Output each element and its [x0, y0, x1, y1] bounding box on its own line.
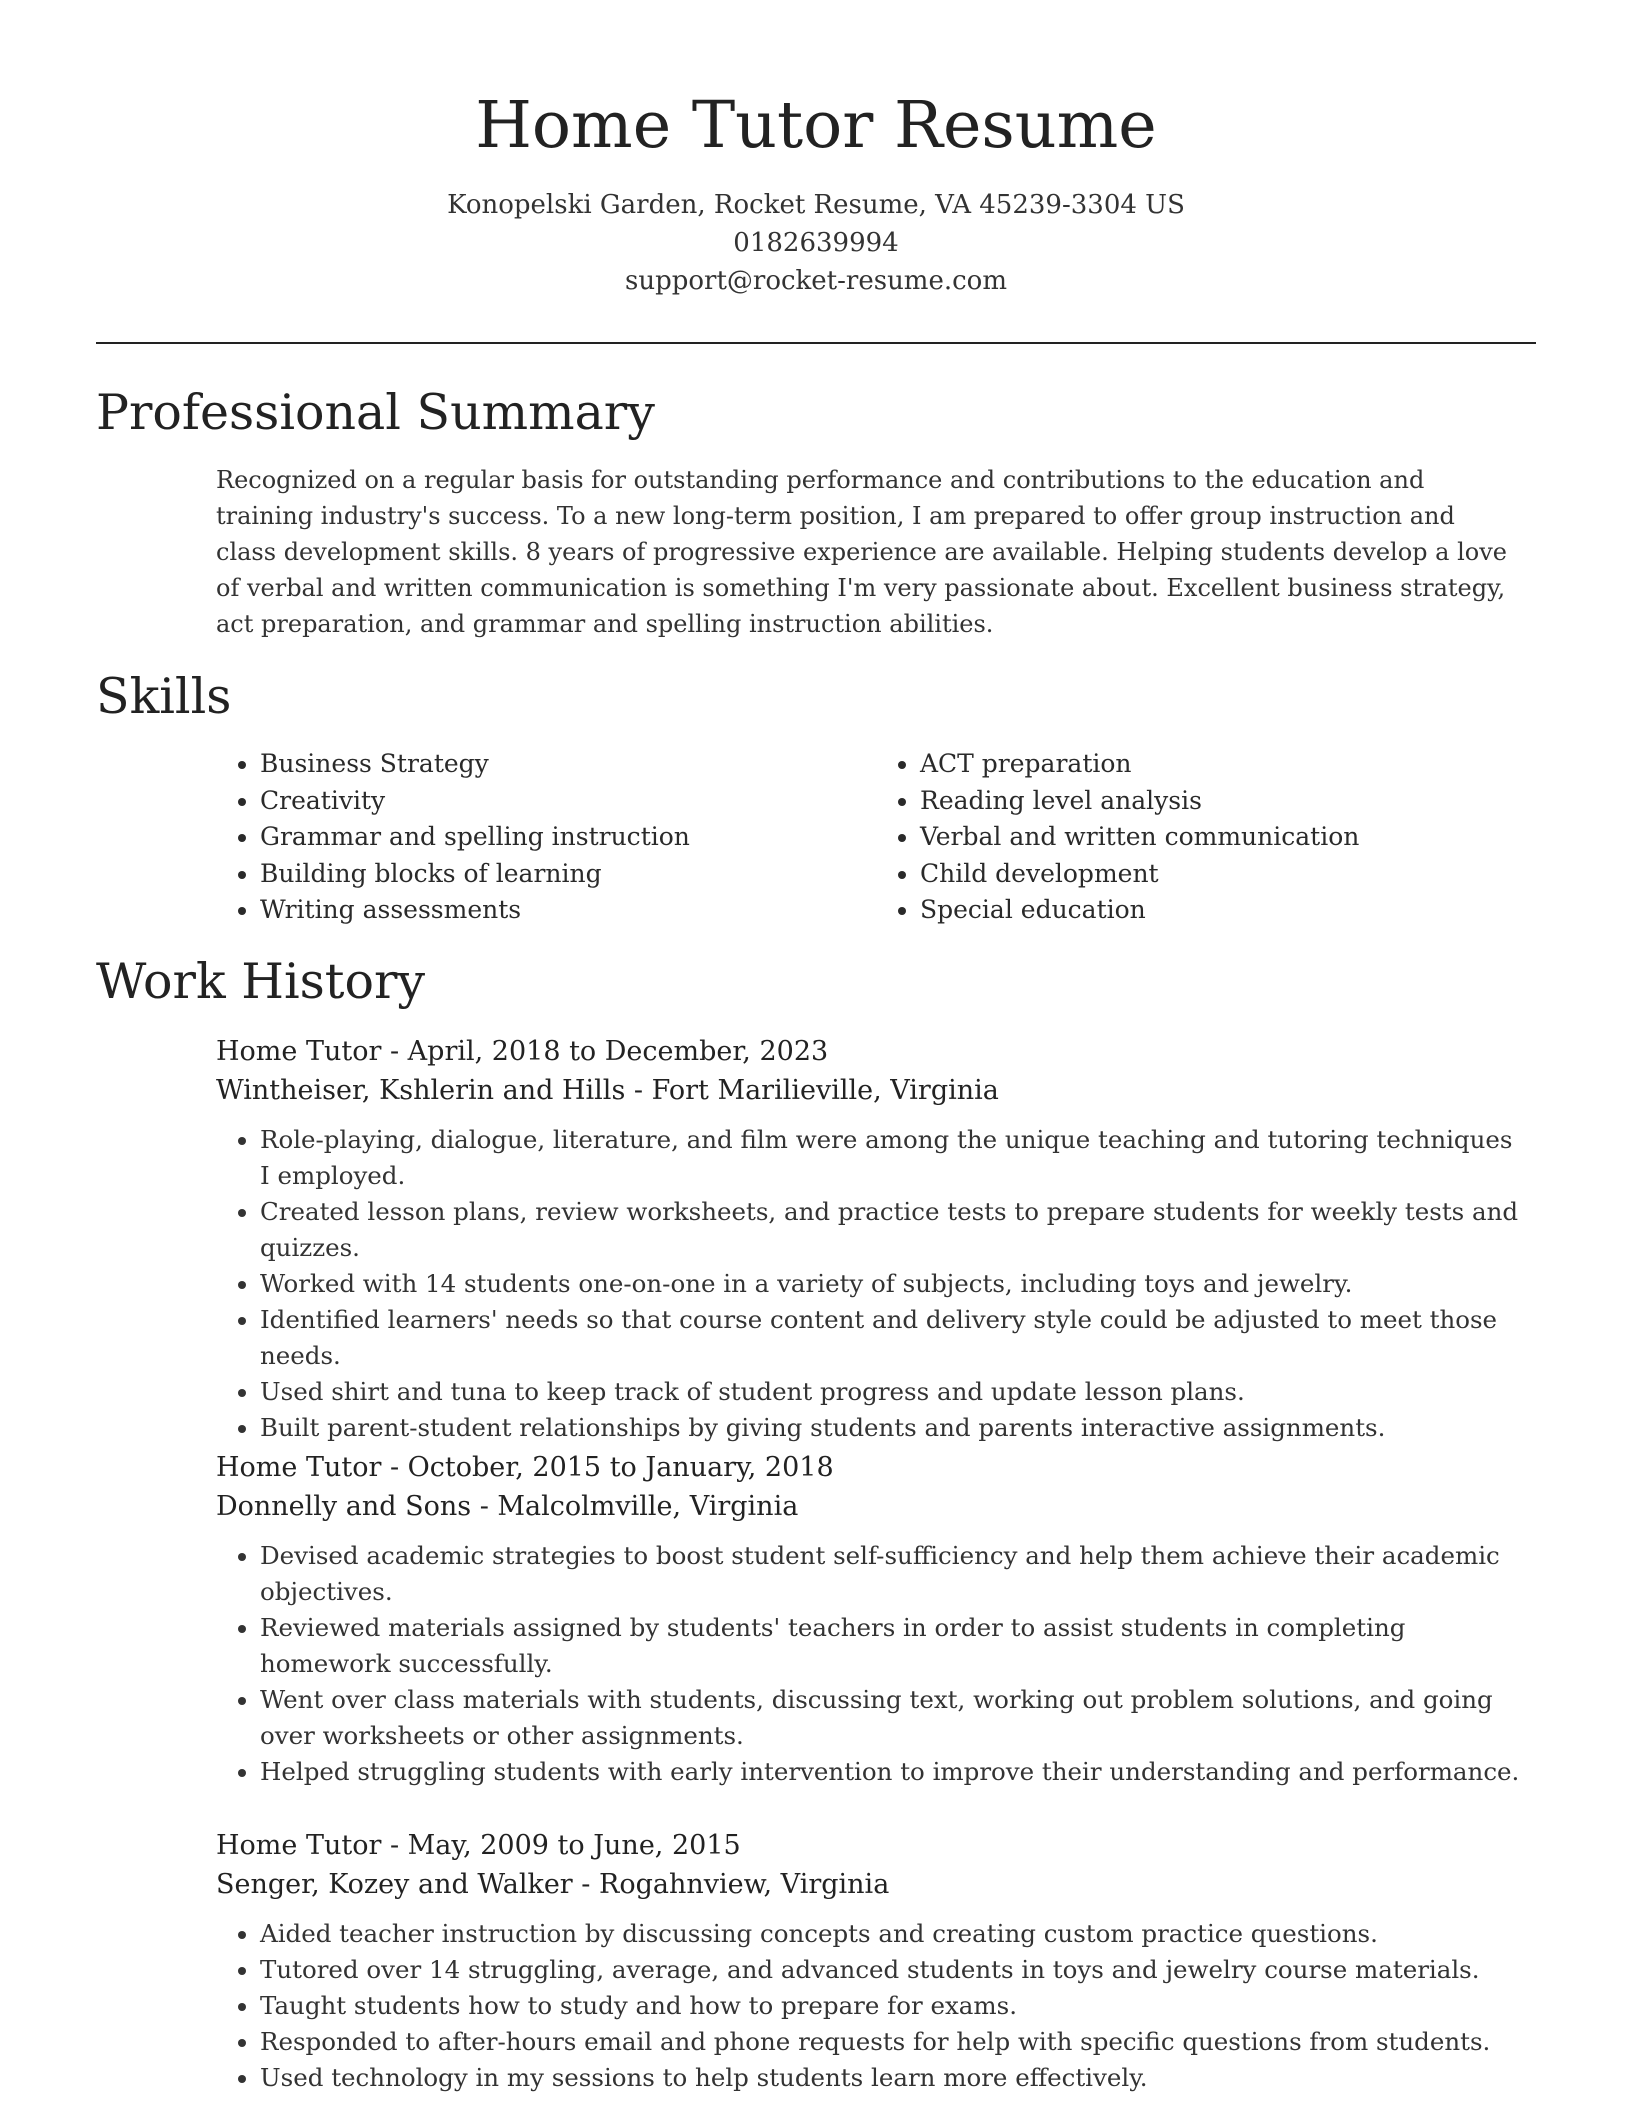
- work-history-heading: Work History: [96, 953, 426, 1010]
- summary-text: Recognized on a regular basis for outstanding performance and contributions to the education and training industry's success. To a new long-term position, I am prepared to offer group instruction and class development skills. 8 years of progressive experience are available. Helping students develop a love of verbal and written communication is something I'm very passionate about. Excellent business strategy, act preparation, and grammar and spelling instruction abilities.: [216, 466, 1507, 638]
- header-divider: [96, 342, 1536, 344]
- skills-heading: Skills: [96, 668, 232, 725]
- job-duty: • Built parent-student relationships by giving students and parents interactive assignments.: [260, 1410, 1536, 1446]
- job-duties: [216, 1538, 1536, 1790]
- contact-phone: 0182639994: [733, 228, 899, 258]
- job-duty: • Reviewed materials assigned by students' teachers in order to assist students in completing homework successfully.: [260, 1610, 1536, 1682]
- job-duties: [216, 1122, 1536, 1446]
- job-duty: • Worked with 14 students one-on-one in a variety of subjects, including toys and jewelry.: [260, 1266, 1536, 1302]
- skills-list: [216, 746, 1536, 929]
- resume-header: [0, 0, 1632, 300]
- job-duty: • Identified learners' needs so that course content and delivery style could be adjusted to meet those needs.: [260, 1302, 1536, 1374]
- job-duty: • Aided teacher instruction by discussing concepts and creating custom practice questions.: [260, 1916, 1536, 1952]
- summary-heading: Professional Summary: [96, 384, 655, 441]
- skill-item: • Building blocks of learning: [260, 856, 876, 893]
- job-company-line: Senger, Kozey and Walker - Rogahnview, Virginia: [216, 1869, 890, 1900]
- job-entry: [216, 1448, 1536, 1790]
- job-duty: • Created lesson plans, review worksheets, and practice tests to prepare students for weekly tests and quizzes.: [260, 1194, 1536, 1266]
- skill-item: • ACT preparation: [920, 746, 1536, 783]
- skill-item: • Special education: [920, 892, 1536, 929]
- job-title-line: Home Tutor - April, 2018 to December, 2023: [216, 1036, 829, 1067]
- skills-column-right: [876, 746, 1536, 929]
- skill-item: • Writing assessments: [260, 892, 876, 929]
- job-title-line: Home Tutor - May, 2009 to June, 2015: [216, 1830, 741, 1861]
- skill-item: • Grammar and spelling instruction: [260, 819, 876, 856]
- job-duty: • Role-playing, dialogue, literature, and film were among the unique teaching and tutoring techniques I employed.: [260, 1122, 1536, 1194]
- contact-email: support@rocket-resume.com: [624, 266, 1007, 296]
- resume-title: Home Tutor Resume: [475, 88, 1157, 163]
- skill-item: • Business Strategy: [260, 746, 876, 783]
- job-duty: • Devised academic strategies to boost student self-sufficiency and help them achieve their academic objectives.: [260, 1538, 1536, 1610]
- job-duty: • Used shirt and tuna to keep track of student progress and update lesson plans.: [260, 1374, 1536, 1410]
- skill-item: • Reading level analysis: [920, 783, 1536, 820]
- job-company-line: Donnelly and Sons - Malcolmville, Virginia: [216, 1491, 799, 1522]
- skill-item: • Creativity: [260, 783, 876, 820]
- job-title-line: Home Tutor - October, 2015 to January, 2018: [216, 1452, 834, 1483]
- job-duty: • Taught students how to study and how to prepare for exams.: [260, 1988, 1536, 2024]
- job-entry: [216, 1826, 1536, 2096]
- skill-item: • Verbal and written communication: [920, 819, 1536, 856]
- job-duty: • Tutored over 14 struggling, average, and advanced students in toys and jewelry course materials.: [260, 1952, 1536, 1988]
- skill-item: • Child development: [920, 856, 1536, 893]
- job-duty: • Responded to after-hours email and phone requests for help with specific questions from students.: [260, 2024, 1536, 2060]
- skills-column-left: [216, 746, 876, 929]
- job-duties: [216, 1916, 1536, 2096]
- job-entry: [216, 1032, 1536, 1446]
- job-duty: • Went over class materials with students, discussing text, working out problem solutions, and going over worksheets or other assignments.: [260, 1682, 1536, 1754]
- job-duty: • Used technology in my sessions to help students learn more effectively.: [260, 2060, 1536, 2096]
- job-duty: • Helped struggling students with early intervention to improve their understanding and performance.: [260, 1754, 1536, 1790]
- contact-address: Konopelski Garden, Rocket Resume, VA 45239-3304 US: [447, 190, 1185, 220]
- job-company-line: Wintheiser, Kshlerin and Hills - Fort Marilieville, Virginia: [216, 1075, 999, 1106]
